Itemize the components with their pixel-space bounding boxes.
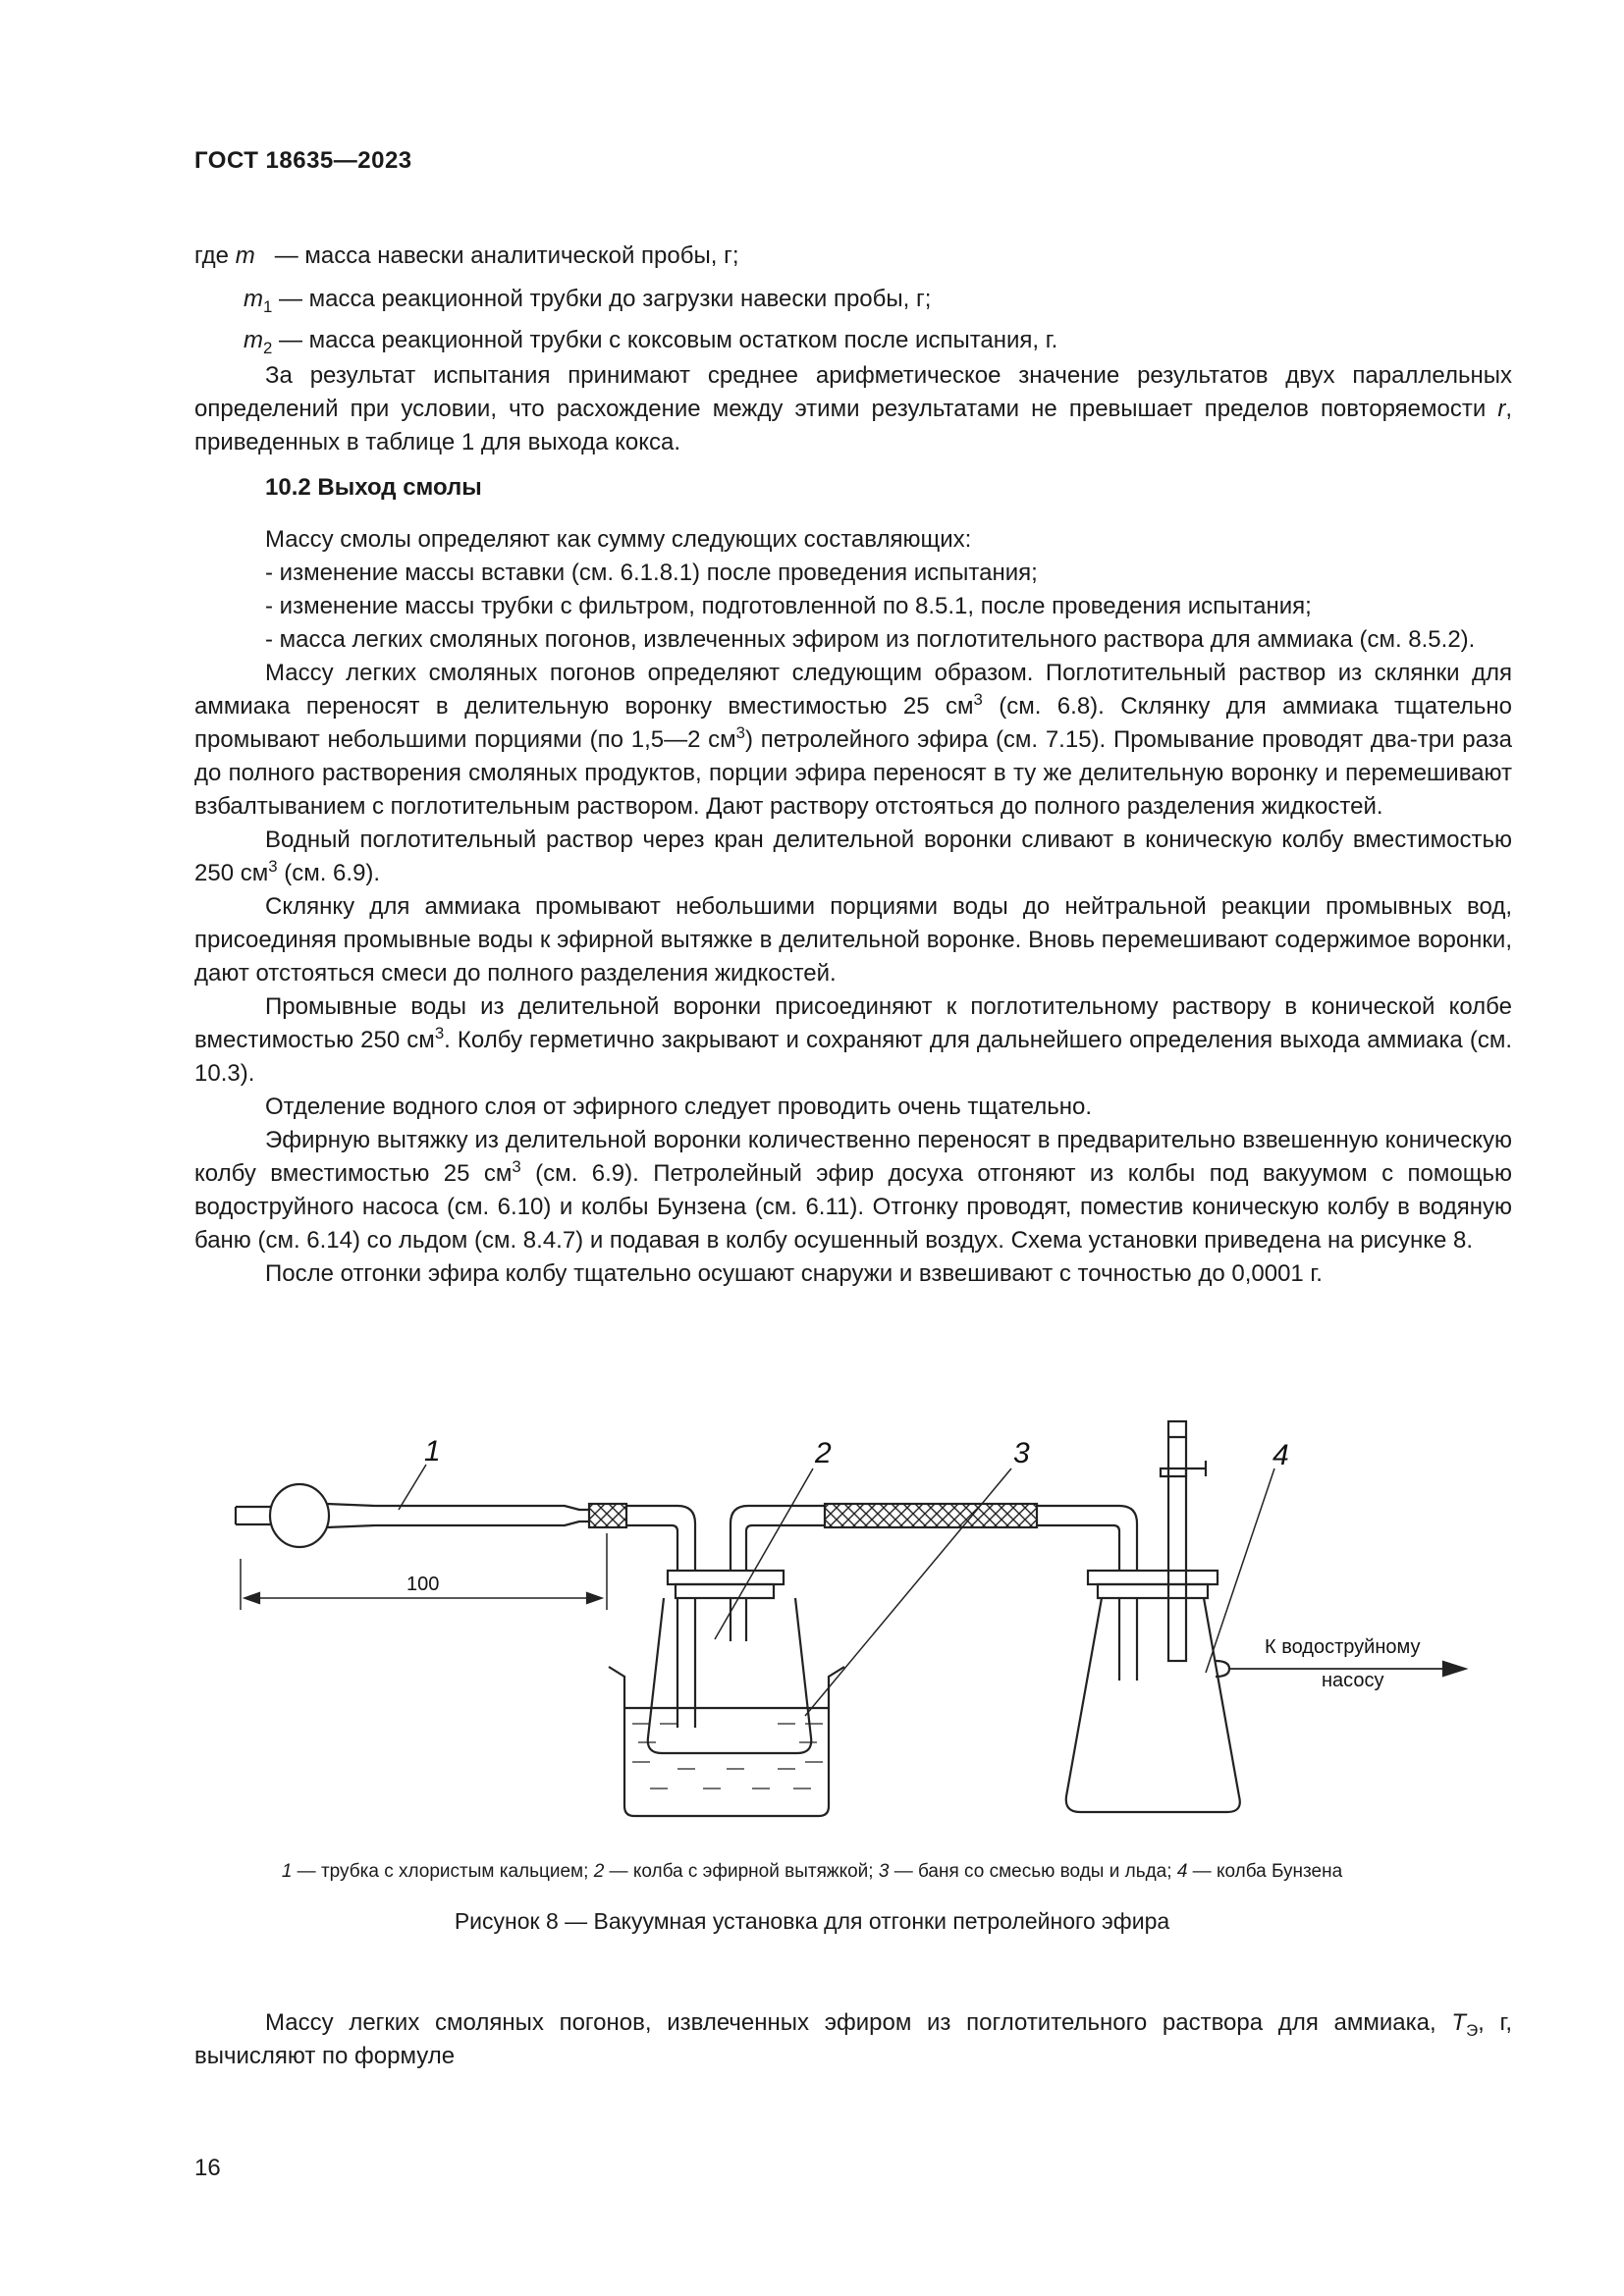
paragraph-drain: Водный поглотительный раствор через кран делительной воронки сливают в коническую колбу вместимостью 250 $см^3$ (см. 6.9).	[194, 827, 1512, 886]
paragraph-result: За результат испытания принимают среднее арифметическое значение результатов двух параллельных определений при условии, что расхождение между этими результатами не превышает пределов повторяемости r, приведенных в таблице 1 для выхода кокса.	[194, 362, 1512, 455]
list-item: - изменение массы вставки (см. 6.1.8.1) после проведения испытания;	[265, 560, 1038, 586]
figure-label-1: 1	[424, 1435, 441, 1468]
paragraph-distill: Эфирную вытяжку из делительной воронки количественно переносят в предварительно взвешенную коническую колбу вместимостью 25 $см^3$ (см. 6.9). Петролейный эфир досуха отгоняют из колбы под вакуумом с помощью водоструйного насоса (см. 6.10) и колбы Бунзена (см. 6.11). Отгонку проводят, поместив коническую колбу в водяную баню (см. 6.14) со льдом (см. 8.4.7) и подавая в колбу осушенный воздух. Схема установки приведена на рисунке 8.	[194, 1127, 1512, 1254]
paragraph-separation: Отделение водного слоя от эфирного следует проводить очень тщательно.	[265, 1094, 1092, 1120]
figure-label-4: 4	[1272, 1439, 1289, 1471]
section-heading: 10.2 Выход смолы	[265, 474, 482, 501]
figure-label-2: 2	[815, 1437, 832, 1469]
body-text	[194, 523, 1512, 1291]
dimension-label: 100	[406, 1574, 440, 1595]
list-item: - масса легких смоляных погонов, извлеченных эфиром из поглотительного раствора для аммиака (см. 8.5.2).	[265, 626, 1476, 653]
pump-label-line2: насосу	[1322, 1670, 1384, 1691]
definition-m: где m — масса навески аналитической пробы, г;	[194, 242, 739, 269]
document-header: ГОСТ 18635—2023	[194, 147, 412, 174]
figure-label-3: 3	[1013, 1437, 1030, 1469]
definition-m1: $m_1$ — масса реакционной трубки до загрузки навески пробы, г;	[244, 286, 932, 316]
figure-title: Рисунок 8 — Вакуумная установка для отгонки петролейного эфира	[454, 1908, 1170, 1934]
paragraph-wash: Склянку для аммиака промывают небольшими порциями воды до нейтральной реакции промывных вод, присоединяя промывные воды к эфирной вытяжке в делительной воронке. Вновь перемешивают содержимое воронки, дают отстояться смеси до полного разделения жидкостей.	[194, 893, 1512, 987]
figure-vacuum-apparatus	[0, 1394, 1624, 1865]
paragraph-intro: Массу смолы определяют как сумму следующих составляющих:	[265, 526, 972, 553]
definition-m2: $m_2$ — масса реакционной трубки с коксовым остатком после испытания, г.	[244, 327, 1058, 357]
page-number: 16	[194, 2155, 221, 2181]
paragraph-combine: Промывные воды из делительной воронки присоединяют к поглотительному раствору в конической колбе вместимостью 250 $см^3$. Колбу герметично закрывают и сохраняют для дальнейшего определения выхода аммиака (см. 10.3).	[194, 993, 1512, 1087]
paragraph-procedure: Массу легких смоляных погонов определяют следующим образом. Поглотительный раствор из склянки для аммиака переносят в делительную воронку вместимостью 25 $см^3$ (см. 6.8). Склянку для аммиака тщательно промывают небольшими порциями (по 1,5—2 $см^3$) петролейного эфира (см. 7.15). Промывание проводят два-три раза до полного растворения смоляных продуктов, порции эфира переносят в ту же делительную воронку и перемешивают взбалтыванием с поглотительным раствором. Дают раствору отстояться до полного разделения жидкостей.	[194, 660, 1512, 820]
paragraph-formula-intro: Массу легких смоляных погонов, извлеченных эфиром из поглотительного раствора для аммиака, $Т_Э$, г, вычисляют по формуле	[194, 2009, 1513, 2069]
paragraph-weigh: После отгонки эфира колбу тщательно осушают снаружи и взвешивают с точностью до 0,0001 г.	[265, 1260, 1323, 1287]
list-item: - изменение массы трубки с фильтром, подготовленной по 8.5.1, после проведения испытания;	[265, 593, 1312, 619]
figure-legend: 1 — трубка с хлористым кальцием; 2 — колба с эфирной вытяжкой; 3 — баня со смесью воды и льда; 4 — колба Бунзена	[281, 1861, 1343, 1882]
pump-label-line1: К водоструйному	[1265, 1636, 1421, 1658]
